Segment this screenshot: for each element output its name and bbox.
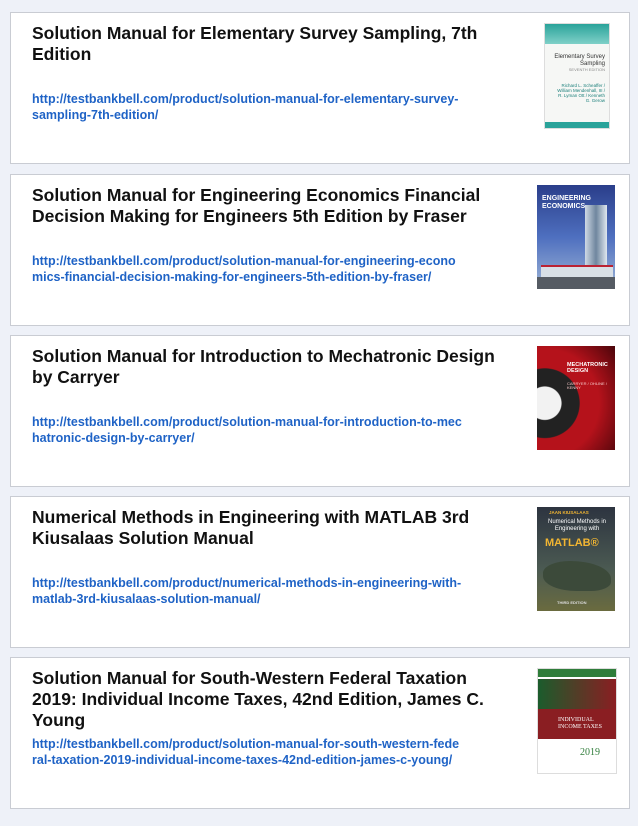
product-link[interactable]: http://testbankbell.com/product/solution-manual-for-introduction-to-mechatronic-design-by-carryer/	[32, 415, 462, 445]
cover-title: ENGINEERING ECONOMICS	[542, 195, 592, 210]
cover-authors: CARRYER / OHLINE / KENNY	[567, 381, 607, 391]
book-cover-image	[537, 507, 615, 611]
product-link[interactable]: http://testbankbell.com/product/solution-manual-for-elementary-survey-sampling-7th-edition/	[32, 92, 459, 122]
product-card	[10, 496, 630, 648]
product-title: Solution Manual for South-Western Federal Taxation 2019: Individual Income Taxes, 42nd Edition, James C. Young	[32, 668, 484, 730]
cover-title: MECHATRONIC DESIGN	[567, 362, 608, 375]
cover-authors: Richard L. Scheaffer / William Mendenhall, III / R. Lyman Ott / Kenneth G. Gerow	[557, 83, 605, 103]
product-card	[10, 174, 630, 326]
product-title: Solution Manual for Introduction to Mechatronic Design by Carryer	[32, 346, 495, 387]
cover-title: INDIVIDUAL INCOME TAXES	[558, 717, 602, 730]
cover-author: JAAN KIUSALAAS	[549, 510, 589, 515]
product-card	[10, 12, 630, 164]
cover-title: Numerical Methods in Engineering with	[547, 519, 607, 532]
product-card	[10, 335, 630, 487]
cover-year: 2019	[580, 747, 600, 758]
product-title: Solution Manual for Engineering Economics Financial Decision Making for Engineers 5th Edition by Fraser	[32, 185, 481, 226]
book-cover-image	[544, 23, 610, 129]
product-link[interactable]: http://testbankbell.com/product/solution-manual-for-south-western-federal-taxation-2019-individual-income-taxes-42nd-edition-james-c-young/	[32, 737, 460, 767]
book-cover-image	[537, 185, 615, 289]
product-title: Solution Manual for Elementary Survey Sampling, 7th Edition	[32, 23, 478, 64]
cover-title: Elementary Survey Sampling	[554, 54, 605, 67]
cover-subtitle: SEVENTH EDITION	[568, 67, 605, 72]
product-card	[10, 657, 630, 809]
product-title: Numerical Methods in Engineering with MATLAB 3rd Kiusalaas Solution Manual	[32, 507, 470, 548]
cover-brand: MATLAB®	[545, 537, 599, 549]
book-cover-image	[537, 346, 615, 450]
book-cover-image	[537, 668, 617, 774]
product-link[interactable]: http://testbankbell.com/product/numerical-methods-in-engineering-with-matlab-3rd-kiusalaas-solution-manual/	[32, 576, 462, 606]
product-link[interactable]: http://testbankbell.com/product/solution-manual-for-engineering-economics-financial-decision-making-for-engineers-5th-edition-by-fraser/	[32, 254, 456, 284]
cover-edition: THIRD EDITION	[557, 600, 587, 605]
